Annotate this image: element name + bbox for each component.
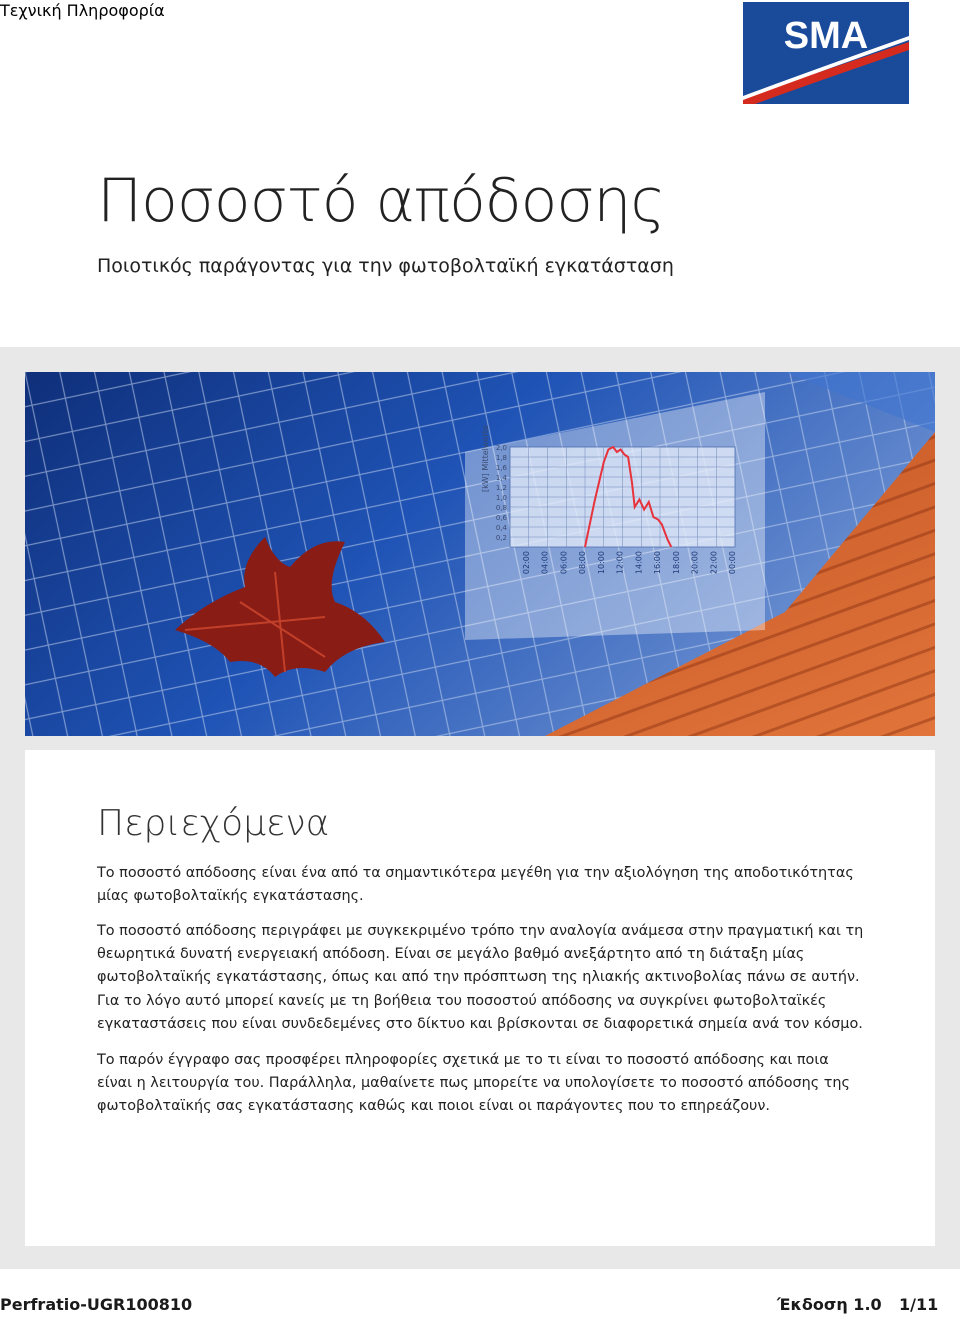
chart-y-tick-label: 1,0 [495,494,507,502]
chart-x-tick-label: 14:00 [634,551,644,575]
chart-x-tick-label: 06:00 [559,551,569,575]
chart-x-tick-label: 00:00 [728,551,737,575]
contents-paragraph-3: Το παρόν έγγραφο σας προσφέρει πληροφορίες σχετικά με το τι είναι το ποσοστό απόδοσης και ποια είναι η λειτουργία του. Παράλληλα, μαθαίνετε πως μπορείτε να υπολογίσετε το ποσοστό απόδοσης της φωτοβολταϊκής σας εγκατάστασης καθώς και ποιοι είναι οι παράγοντες που το επηρεάζουν. [97,1052,850,1115]
chart-y-tick-label: 1,4 [495,474,507,482]
contents-section [25,750,935,1246]
logo-text: SMA [783,15,869,57]
chart-x-tick-label: 20:00 [690,551,700,575]
page-number: 1/11 [899,1295,939,1314]
sma-logo [743,2,909,104]
chart-y-tick-label: 2,0 [495,444,507,452]
chart-y-tick-label: 0,6 [495,514,507,522]
contents-paragraph-2: Το ποσοστό απόδοσης περιγράφει με συγκεκριμένο τρόπο την αναλογία ανάμεσα στην πραγματική και τη θεωρητικά δυνατή ενεργειακή απόδοση. Είναι σε μεγάλο βαθμό ανεξάρτητο από τη διάταξη μίας φωτοβολταϊκής εγκατάστασης, όπως και από την πρόσπτωση της ηλιακής ακτινοβολίας πάνω σε αυτήν. Για το λόγο αυτό μπορεί κανείς με τη βοήθεια του ποσοστού απόδοσης να συγκρίνει φωτοβολταϊκές εγκαταστάσεις που είναι συνδεδεμένες στο δίκτυο και βρίσκονται σε διαφορετικά σημεία ανά τον κόσμο. [97,923,864,1032]
section-heading: Περιεχόμενα [97,803,330,844]
chart-y-tick-label: 1,8 [495,454,507,462]
chart-x-tick-label: 10:00 [596,551,606,575]
chart-y-axis-label: [kW] Mittelwerte [481,425,490,492]
chart-y-tick-label: 1,2 [495,484,507,492]
chart-x-tick-label: 16:00 [653,551,662,575]
document-version: Έκδοση 1.0 [777,1295,882,1314]
chart-y-tick-label: 1,6 [495,464,507,472]
document-type-label: Τεχνική Πληροφορία [0,1,165,20]
document-id: Perfratio-UGR100810 [0,1295,193,1314]
hero-image [25,372,935,736]
chart-x-tick-label: 02:00 [521,551,531,575]
contents-paragraph-1: Το ποσοστό απόδοσης είναι ένα από τα σημαντικότερα μεγέθη για την αξιολόγηση της αποδοτικότητας μίας φωτοβολταϊκής εγκατάστασης. [97,865,854,905]
page-subtitle: Ποιοτικός παράγοντας για την φωτοβολταϊκή εγκατάσταση [97,255,674,277]
chart-y-tick-label: 0,2 [495,534,507,542]
chart-x-tick-label: 08:00 [578,551,587,575]
chart-y-tick-label: 0,8 [495,504,507,512]
chart-y-tick-label: 0,4 [495,524,507,532]
chart-x-tick-label: 12:00 [615,551,625,575]
chart-x-tick-label: 22:00 [709,551,719,575]
chart-x-tick-label: 04:00 [540,551,550,575]
page-title: Ποσοστό απόδοσης [97,166,665,236]
chart-x-tick-label: 18:00 [671,551,681,575]
